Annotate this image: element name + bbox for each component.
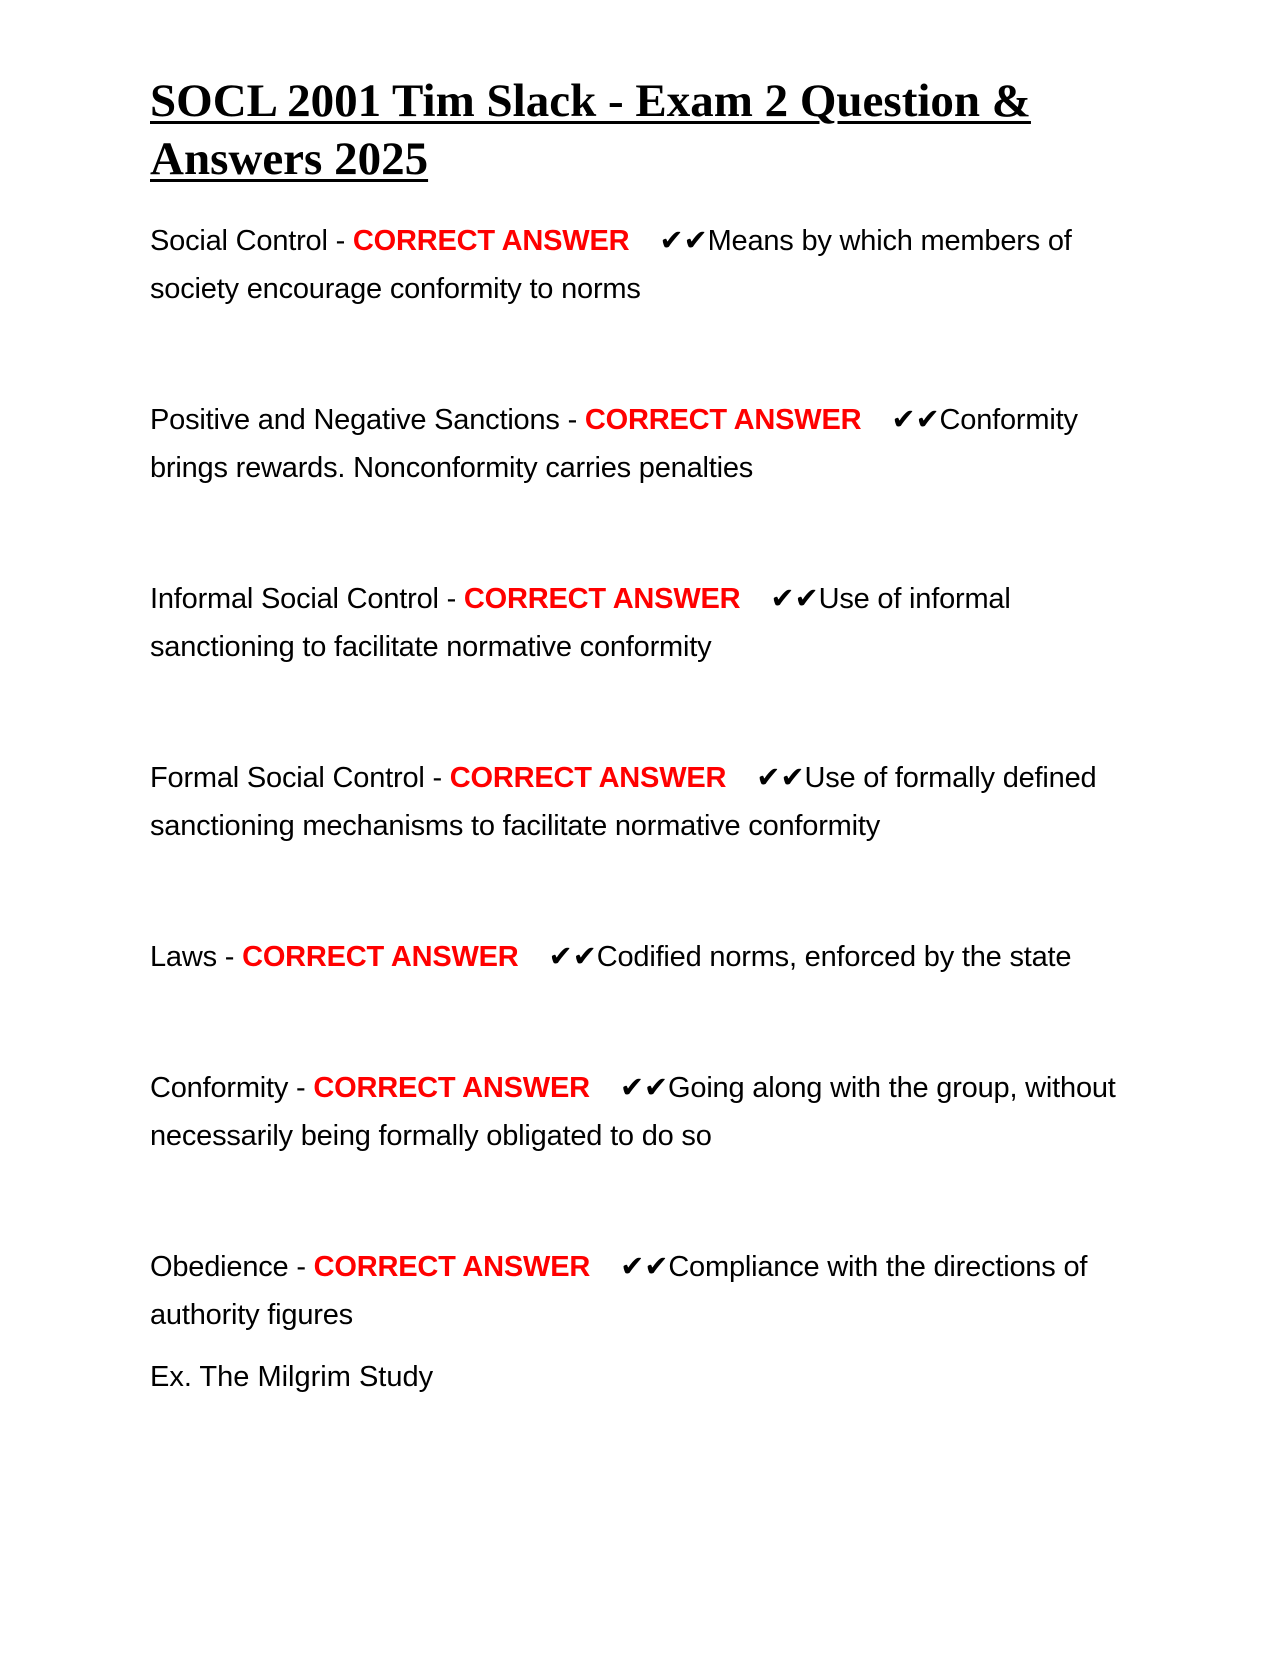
double-check-icon: ✔✔ (891, 402, 940, 436)
entry-term: Informal Social Control (150, 583, 439, 615)
entry-conformity (150, 1063, 1140, 1160)
entry-separator: - (288, 1072, 314, 1104)
double-check-icon: ✔✔ (770, 581, 819, 615)
entry-definition: Conformity brings rewards. Nonconformity carries penalties (150, 404, 1078, 484)
entry-definition: Use of formally defined sanctioning mechanisms to facilitate normative conformity (150, 762, 1097, 842)
correct-answer-label: CORRECT ANSWER (242, 941, 519, 973)
correct-answer-label: CORRECT ANSWER (313, 1072, 590, 1104)
entry-separator: - (216, 941, 243, 973)
entry-definition: Means by which members of society encourage conformity to norms (150, 225, 1072, 305)
double-check-icon: ✔✔ (659, 223, 708, 257)
document-title: SOCL 2001 Tim Slack - Exam 2 Question & Answers 2025 (150, 75, 1031, 185)
entry-definition: Use of informal sanctioning to facilitate normative conformity (150, 583, 1011, 663)
entry-definition: Codified norms, enforced by the state (596, 941, 1072, 973)
entry-informal-social-control (150, 574, 1140, 671)
entry-term: Obedience (150, 1251, 289, 1283)
double-check-icon: ✔✔ (548, 939, 597, 973)
entry-definition: Going along with the group, without necessarily being formally obligated to do so (150, 1072, 1116, 1152)
entry-separator: - (327, 225, 353, 257)
entry-formal-social-control (150, 753, 1140, 850)
entry-separator: - (559, 404, 585, 436)
document-page (150, 72, 1140, 1401)
entry-obedience (150, 1242, 1140, 1339)
entry-term: Positive and Negative Sanctions (150, 404, 560, 436)
entry-term: Social Control (150, 225, 328, 257)
entry-term: Formal Social Control (150, 762, 425, 794)
entry-separator: - (288, 1251, 314, 1283)
entry-social-control (150, 216, 1140, 313)
entry-separator: - (438, 583, 464, 615)
correct-answer-label: CORRECT ANSWER (463, 583, 741, 615)
entry-laws (150, 932, 1140, 981)
entry-sanctions (150, 395, 1140, 492)
correct-answer-label: CORRECT ANSWER (584, 404, 862, 436)
double-check-icon: ✔✔ (756, 760, 805, 794)
example-note: Ex. The Milgrim Study (150, 1361, 434, 1393)
correct-answer-label: CORRECT ANSWER (449, 762, 727, 794)
entry-definition: Compliance with the directions of authority figures (150, 1251, 1088, 1331)
entry-term: Laws (150, 941, 217, 973)
entry-term: Conformity (150, 1072, 289, 1104)
double-check-icon: ✔✔ (619, 1070, 669, 1104)
correct-answer-label: CORRECT ANSWER (352, 225, 630, 257)
entry-separator: - (424, 762, 450, 794)
correct-answer-label: CORRECT ANSWER (313, 1251, 591, 1283)
double-check-icon: ✔✔ (620, 1249, 669, 1283)
